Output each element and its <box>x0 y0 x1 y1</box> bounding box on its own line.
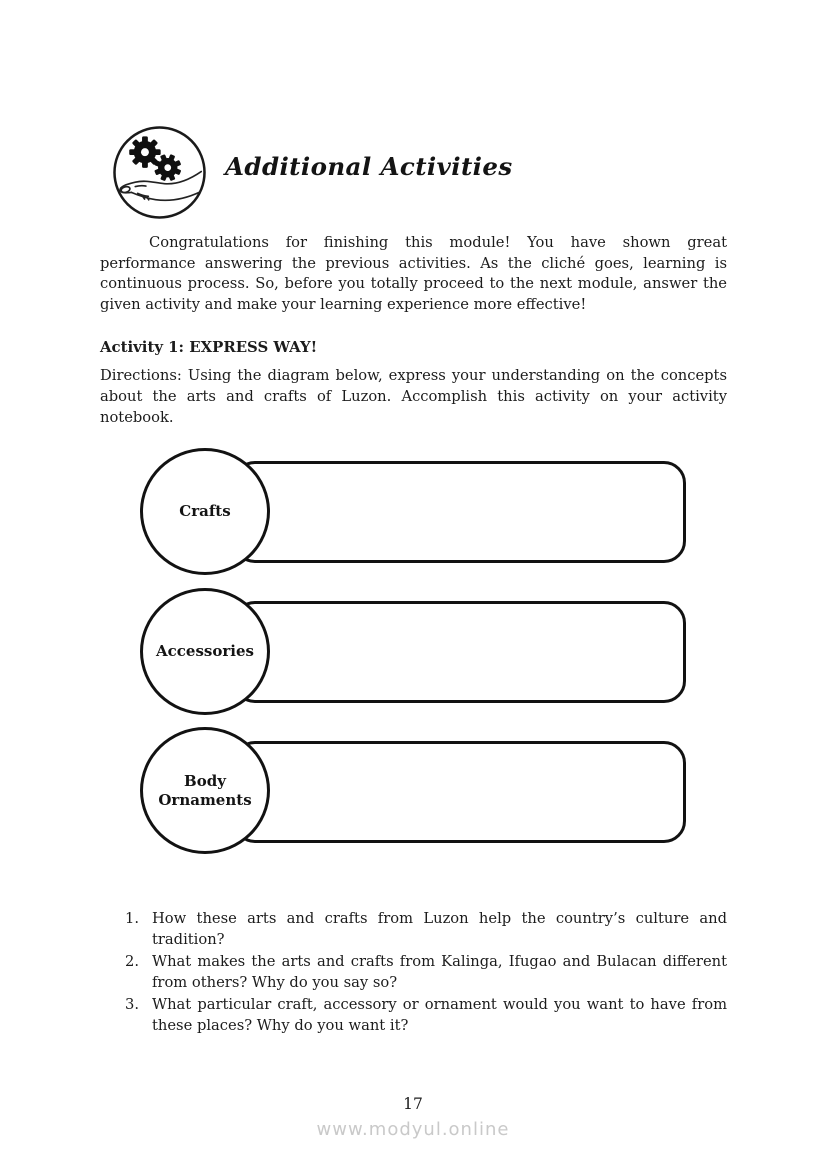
directions-paragraph: Directions: Using the diagram below, express your understanding on the concepts about the arts and crafts of Luzon. Accomplish this activity on your activity notebook. <box>100 367 727 426</box>
bubble-label: Accessories <box>156 642 254 661</box>
activity-heading: Activity 1: EXPRESS WAY! <box>100 338 318 356</box>
answer-bar-accessories <box>233 601 686 703</box>
hand-holding-gears-icon <box>111 124 208 221</box>
question-item <box>125 951 727 994</box>
answer-bar-crafts <box>233 461 686 563</box>
question-text: How these arts and crafts from Luzon help the country’s culture and tradition? <box>152 910 727 949</box>
bubble-label: Crafts <box>179 502 231 521</box>
question-text: What makes the arts and crafts from Kalinga, Ifugao and Bulacan different from others? Why do you say so? <box>152 952 727 992</box>
page-number: 17 <box>403 1095 423 1113</box>
bubble-accessories <box>140 588 270 715</box>
bubble-label: Body Ornaments <box>158 771 252 809</box>
question-text: What particular craft, accessory or ornament would you want to have from these places? Why do you want it? <box>152 995 727 1035</box>
question-number: 3. <box>125 995 140 1013</box>
watermark: www.modyul.online <box>316 1119 510 1140</box>
question-number: 2. <box>125 952 140 970</box>
questions-list <box>125 908 727 1036</box>
question-item <box>125 994 727 1037</box>
bubble-crafts <box>140 448 270 575</box>
intro-paragraph: Congratulations for finishing this module! You have shown great performance answering the previous activities. As the cliché goes, learning is continuous process. So, before you totally proceed to the next module, answer the given activity and make your learning experience more effective! <box>100 234 727 314</box>
page-title: Additional Activities <box>225 152 513 181</box>
bubble-body-ornaments <box>140 727 270 854</box>
question-number: 1. <box>125 910 140 927</box>
question-item <box>125 908 727 951</box>
answer-bar-body-ornaments <box>233 741 686 843</box>
